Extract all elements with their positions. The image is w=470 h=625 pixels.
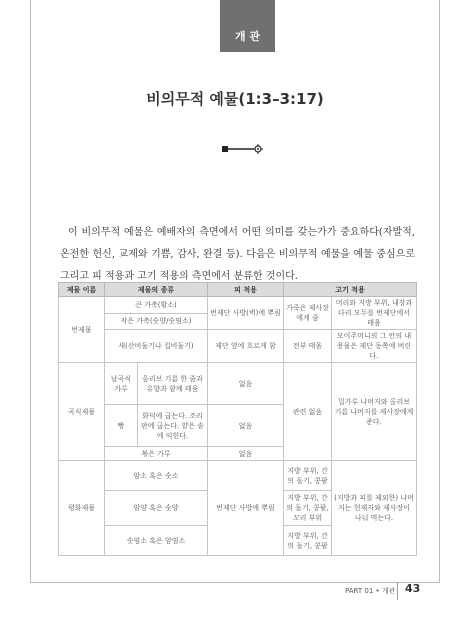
cell-sub-kind: 빵 xyxy=(105,405,138,447)
cell-kind: 볶은 가루 xyxy=(105,447,208,461)
cell-meat-left: 관련 없음 xyxy=(284,363,332,461)
cell-kind: 암소 혹은 숫소 xyxy=(105,461,208,491)
header-offering-name: 제물 이름 xyxy=(59,283,105,297)
cell-blood: 번제단 사방(벽)에 뿌림 xyxy=(208,297,284,330)
table-header-row xyxy=(59,283,417,297)
cell-blood: 없음 xyxy=(208,405,284,447)
footer-divider xyxy=(397,582,398,600)
offerings-table xyxy=(58,282,417,556)
cell-kind: 암양 혹은 숫양 xyxy=(105,491,208,526)
table-row xyxy=(59,297,417,314)
cell-offering-name: 번제물 xyxy=(59,297,105,363)
cell-desc: 화덕에 굽는다. 조리판에 굽는다. 얕은 솥에 익힌다. xyxy=(138,405,208,447)
cell-blood: 없음 xyxy=(208,363,284,405)
table-row xyxy=(59,461,417,491)
cell-meat-right: (지방과 피를 제외한) 나머지는 헌제자와 제사장이 나눠 먹는다. xyxy=(332,461,417,556)
cell-offering-name: 평화제물 xyxy=(59,461,105,556)
table-row xyxy=(59,363,417,405)
header-meat: 고기 적용 xyxy=(284,283,417,297)
cell-meat-left: 지방 부위, 간의 돌기, 콩팥 xyxy=(284,526,332,556)
header-offering-kind: 제물의 종류 xyxy=(105,283,208,297)
cell-sub-kind: 날곡식 가루 xyxy=(105,363,138,405)
header-blood: 피 적용 xyxy=(208,283,284,297)
cell-blood: 없음 xyxy=(208,447,284,461)
cell-offering-name: 곡식제물 xyxy=(59,363,105,461)
cell-meat-left: 지방 부위, 간의 돌기, 콩팥 xyxy=(284,461,332,491)
table-row xyxy=(59,330,417,363)
cell-meat-right: 모이주머니의 그 안의 내용물은 제단 동쪽에 버린다. xyxy=(332,330,417,363)
footer-part-label: PART 01 • 개관 xyxy=(345,587,396,595)
section-tab: 개 관 xyxy=(220,0,275,52)
cell-blood: 제단 옆에 흐르게 함 xyxy=(208,330,284,363)
cell-meat-left: 전부 태움 xyxy=(284,330,332,363)
intro-paragraph: 이 비의무적 예물은 예배자의 측면에서 어떤 의미를 갖는가가 중요하다(자발적, 온전한 헌신, 교제와 기쁨, 감사, 완결 등). 다음은 비의무적 예물을 예물 중심으로 그리고 피 적용과 고기 적용의 측면에서 분류한 것이다. xyxy=(60,227,415,282)
cell-kind: 작은 가축(숫양/숫염소) xyxy=(105,313,208,330)
cell-kind: 큰 가축(황소) xyxy=(105,297,208,314)
cell-desc: 올리브 기름 한 줌과 유향과 함께 태움 xyxy=(138,363,208,405)
page-title: 비의무적 예물(1:3–3:17) xyxy=(146,90,324,108)
cell-meat-left: 가죽은 제사장에게 줌 xyxy=(284,297,332,330)
cell-meat-right: 밀가루 나머지와 올리브 기름 나머지를 제사장에게 준다. xyxy=(332,363,417,461)
cell-kind: 숫염소 혹은 암염소 xyxy=(105,526,208,556)
cell-blood: 번제단 사방에 뿌림 xyxy=(208,461,284,556)
divider-ornament-icon xyxy=(220,143,270,155)
cell-meat-right: 머리와 지방 부위, 내장과 다리 모두를 번제단에서 태움 xyxy=(332,297,417,330)
cell-meat-left: 지방 부위, 간의 돌기, 콩팥, 꼬리 부위 xyxy=(284,491,332,526)
page-number: 43 xyxy=(405,582,421,595)
cell-kind: 새(산비둘기나 집비둘기) xyxy=(105,330,208,363)
